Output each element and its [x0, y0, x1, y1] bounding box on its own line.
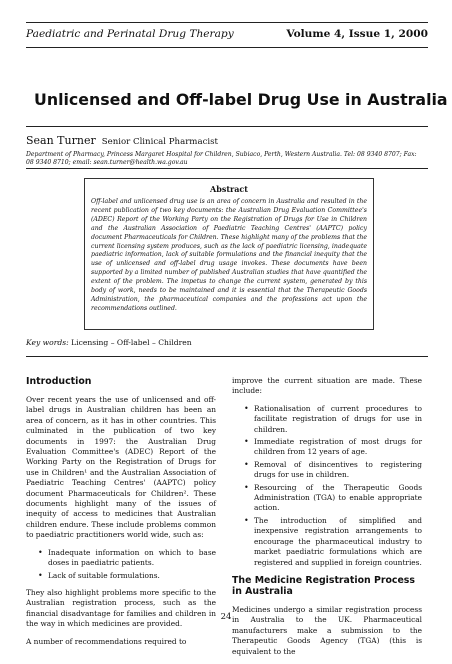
- list-item-text: Lack of suitable formulations.: [48, 570, 160, 580]
- list-item: [38, 548, 216, 569]
- list-item-text: The introduction of simplified and inexpensive registration arrangements to encourage the pharmaceutical industry to market paediatric formulations which are registered and supplied in foreign countries.: [254, 515, 422, 567]
- intro-paragraph-1: Over recent years the use of unlicensed and off-label drugs in Australian children has been an area of concern, as it has in other countries. This culminated in the publication of two key documents in 1997: the Australian Drug Evaluation Committee's (ADEC) Report of the Working Party on the Registration of Drugs for use in Children¹ and the Australian Association of Paediatric Teaching Centres' (AAPTC) policy document Pharmaceuticals for Children². These documents highlight many of the issues of inequity of access to medicines that Australian children endure. These include problems common to paediatric practitioners world wide, such as:: [26, 395, 216, 540]
- intro-paragraph-3: A number of recommendations required to: [26, 636, 187, 646]
- registration-heading: The Medicine Registration Process in Australia: [232, 574, 415, 597]
- list-item: [38, 571, 216, 581]
- title-rule: [26, 126, 428, 127]
- journal-header: [26, 22, 428, 48]
- bullet-icon: •: [38, 547, 43, 557]
- bullet-icon: •: [244, 403, 249, 413]
- author-affiliation: Department of Pharmacy, Princess Margaret Hospital for Children, Subiaco, Perth, Western Australia. Tel: 08 9340 8707; Fax: 08 9340 8710; email: sean.turner@health.wa.gov.au: [26, 151, 417, 167]
- bullet-icon: •: [38, 570, 43, 580]
- journal-title: Paediatric and Perinatal Drug Therapy: [26, 28, 234, 40]
- list-item: [244, 437, 422, 458]
- list-item-text: Rationalisation of current procedures to facilitate registration of drugs for use in children.: [254, 403, 422, 434]
- bullet-icon: •: [244, 482, 249, 492]
- list-item: [244, 483, 422, 514]
- intro-bullet-list: [26, 548, 216, 581]
- introduction-heading: Introduction: [26, 376, 92, 387]
- affiliation-rule: [26, 168, 428, 169]
- recommendations-list: [232, 404, 422, 568]
- bullet-icon: •: [244, 459, 249, 469]
- intro-paragraph-2: They also highlight problems more specific to the Australian registration process, such as the financial disadvantage for families and children in the way in which medicines are provided.: [26, 587, 216, 629]
- abstract-text: Off-label and unlicensed drug use is an area of concern in Australia and resulted in the recent publication of two key documents: the Australian Drug Evaluation Committee's (ADEC) Report of the Working Party on the Registration of Drugs for Use in Children and the Australian Association of Paediatric Teaching Centres' (AAPTC) policy document Pharmaceuticals for Children. These highlight many of the problems that the current licensing system produces, such as the lack of paediatric licensing, inadequate paediatric information, lack of suitable formulations and the financial inequity that the use of unlicensed and off-label drug usage invokes. These documents have been supported by a limited number of published Australian studies that have quantified the extent of the problem. The impetus to change the current system, generated by this body of work, needs to be maintained and it is essential that the Therapeutic Goods Administration, the pharmaceutical companies and the professions act upon the recommendations outlined.: [91, 198, 367, 312]
- author-name: Sean Turner: [26, 134, 96, 147]
- recommendations-lead: improve the current situation are made. These include:: [232, 376, 422, 396]
- keywords: [26, 338, 192, 347]
- issue-info: Volume 4, Issue 1, 2000: [286, 28, 428, 40]
- author-role: Senior Clinical Pharmacist: [101, 137, 219, 147]
- list-item: [244, 404, 422, 435]
- abstract-heading: Abstract: [210, 184, 248, 194]
- page-number: 24: [220, 612, 232, 622]
- list-item-text: Resourcing of the Therapeutic Goods Administration (TGA) to enable appropriate action.: [254, 482, 422, 513]
- author-line: [26, 134, 218, 147]
- list-item: [244, 516, 422, 568]
- keywords-rule: [26, 356, 428, 357]
- keywords-label: Key words:: [26, 338, 69, 347]
- list-item: [244, 460, 422, 481]
- bullet-icon: •: [244, 515, 249, 525]
- abstract-box: [84, 178, 374, 330]
- list-item-text: Removal of disincentives to registering drugs for use in children.: [254, 459, 422, 480]
- list-item-text: Immediate registration of most drugs for children from 12 years of age.: [254, 437, 422, 457]
- list-item-text: Inadequate information on which to base doses in paediatric patients.: [48, 547, 216, 568]
- bullet-icon: •: [244, 437, 249, 447]
- registration-paragraph: Medicines undergo a similar registration process in Australia to the UK. Pharmaceutical manufacturers make a submission to the Therapeutic Goods Agency (TGA) (this is equivalent to the: [232, 604, 422, 656]
- keywords-value: Licensing – Off-label – Children: [71, 338, 192, 347]
- article-title: Unlicensed and Off-label Drug Use in Australia: [34, 90, 448, 109]
